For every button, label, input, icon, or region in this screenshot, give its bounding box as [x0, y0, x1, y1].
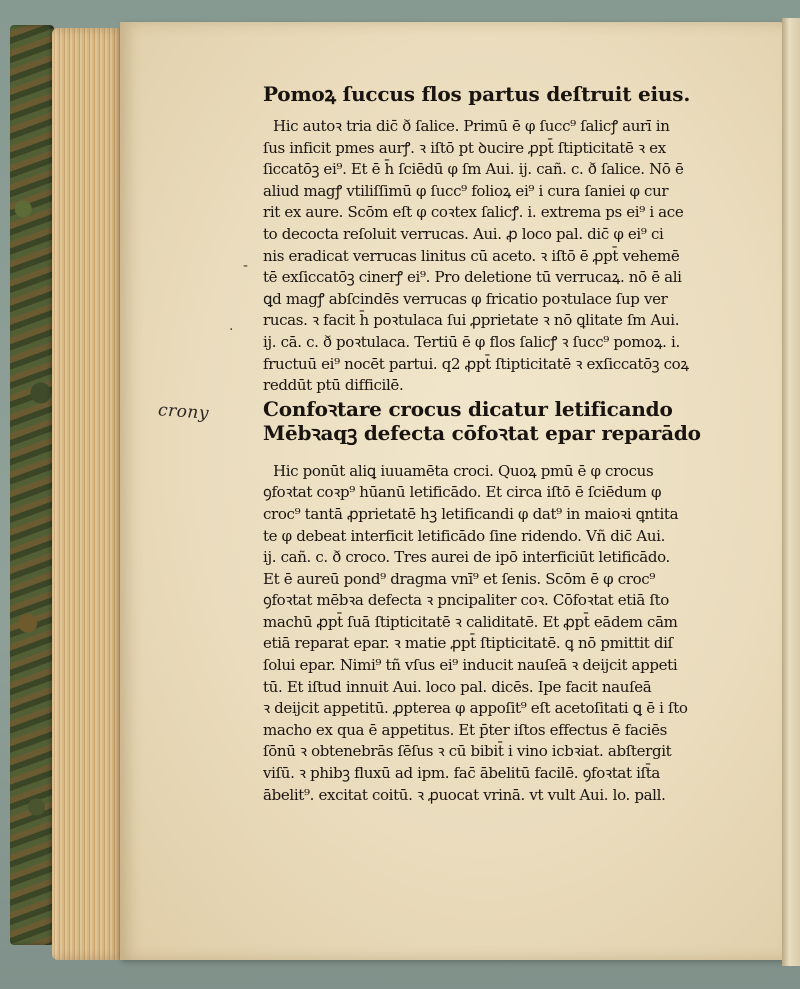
verse-heading: Pomoꝝ ſuccus flos partus deſtruit eius. [263, 82, 691, 106]
text-line: rucas. ꝛ facit h̄ poꝛtulaca ſui ꝓprietate ꝛ nō ꝗlitate ſm Aui. [263, 311, 680, 330]
text-line: macho ex qua ē appetitus. Et p̄ter iſtos effectus ē faciēs [263, 720, 667, 739]
text-line: ij. cā. c. ð poꝛtulaca. Tertiū ē φ flos ſalicꝭ ꝛ ſucc⁹ pomoꝝ. i. [263, 332, 680, 351]
text-line: ābelit⁹. excitat coitū. ꝛ ꝓuocat vrinā. vt vult Aui. lo. pall. [263, 785, 666, 804]
text-line: Hic ponūt aliꝗ iuuamēta croci. Quoꝝ pmū ē φ crocus [273, 461, 654, 480]
text-line: tē exſiccatōꝫ cinerꝭ ei⁹. Pro deletione tū verrucaꝝ. nō ē ali [263, 268, 682, 287]
text-line: ꝗd magꝭ abſcindēs verrucas φ fricatio poꝛtulace ſup ver [263, 289, 668, 308]
text-line: Et ē aureū pond⁹ dragma vnī⁹ et ſenis. Scōm ē φ croc⁹ [263, 569, 655, 588]
text-line: ſolui epar. Nimi⁹ tñ vſus ei⁹ inducit nauſeā ꝛ deijcit appeti [263, 656, 678, 675]
text-line: ꝛ deijcit appetitū. ꝓpterea φ appoſit⁹ eſt acetoſitati ꝗ ē i ſto [263, 699, 688, 718]
text-line: tū. Et iſtud innuit Aui. loco pal. dicēs. Ipe facit nauſeā [263, 677, 652, 696]
text-line: nis eradicat verrucas linitus cū aceto. ꝛ iſtō ē ꝓpt̄ vehemē [263, 246, 680, 265]
text-line: ꝯfoꝛtat mēbꝛa defecta ꝛ pncipaliter coꝛ. Cōfoꝛtat etiā ſto [263, 591, 669, 610]
handwritten-marginalia: crony [157, 400, 210, 424]
text-line: etiā reparat epar. ꝛ matie ꝓpt̄ ſtipticitatē. ꝗ nō pmittit diſ [263, 634, 673, 653]
page-edges [52, 28, 124, 960]
text-line: Hic autoꝛ tria dic̄ ð ſalice. Primū ē φ ſucc⁹ ſalicꝭ aurī in [273, 117, 670, 135]
text-line: te φ debeat interficit letificādo ſine ridendo. Vñ dic̄ Aui. [263, 526, 666, 545]
text-line: rit ex aure. Scōm eſt φ coꝛtex ſalicꝭ. i. extrema ps ei⁹ i ace [263, 203, 684, 222]
text-line: ſus inficit pmes aurꝭ. ꝛ iſtō pt ꝺucire ꝓpt̄ ſtipticitatē ꝛ ex [263, 138, 666, 157]
text-line: croc⁹ tantā ꝓprietatē hꝫ letificandi φ dat⁹ in maioꝛi ꝗntita [263, 504, 679, 523]
text-line: machū ꝓpt̄ ſuā ſtipticitatē ꝛ caliditatē. Et ꝓpt̄ eādem cām [263, 612, 678, 631]
facing-page-edge [782, 18, 800, 966]
text-line: ij. cañ. c. ð croco. Tres aurei de ipō interficiūt letificādo. [263, 548, 670, 567]
text-line: ſiccatōꝫ ei⁹. Et ē h̄ ſciēdū φ ſm Aui. ij. cañ. c. ð ſalice. Nō ē [263, 160, 684, 179]
marbled-cover-board [10, 25, 54, 945]
margin-mark: · [229, 322, 234, 338]
verse-heading: Confoꝛtare crocus dicatur letificando [263, 396, 673, 421]
text-line: to decocta reſoluit verrucas. Aui. ꝓ loco pal. dic̄ φ ei⁹ ci [263, 224, 664, 243]
text-column [263, 82, 741, 806]
verse-heading: Mēbꝛaqꝫ defecta cōfoꝛtat epar reparādo [263, 420, 701, 445]
text-line: ſōnū ꝛ obtenebrās ſēſus ꝛ cū bibit̄ i vino icbꝛiat. abſtergit [263, 742, 672, 761]
commentary-paragraph [263, 461, 741, 807]
text-line: viſū. ꝛ phibꝫ fluxū ad ipm. fac̄ ābelitū facilē. ꝯfoꝛtat iſt̄a [263, 764, 660, 783]
margin-mark: - [243, 258, 249, 274]
commentary-paragraph [263, 116, 741, 397]
text-line: aliud magꝭ vtiliſſimū φ ſucc⁹ folioꝝ ei⁹ i cura ſaniei φ cur [263, 181, 669, 200]
text-line: ꝯfoꝛtat coꝛp⁹ hūanū letificādo. Et circa iſtō ē ſciēdum φ [263, 483, 662, 502]
text-line: reddūt ptū difficilē. [263, 376, 404, 395]
text-line: fructuū ei⁹ nocēt partui. q2 ꝓpt̄ ſtipticitatē ꝛ exſiccatōꝫ coꝝ [263, 354, 689, 373]
